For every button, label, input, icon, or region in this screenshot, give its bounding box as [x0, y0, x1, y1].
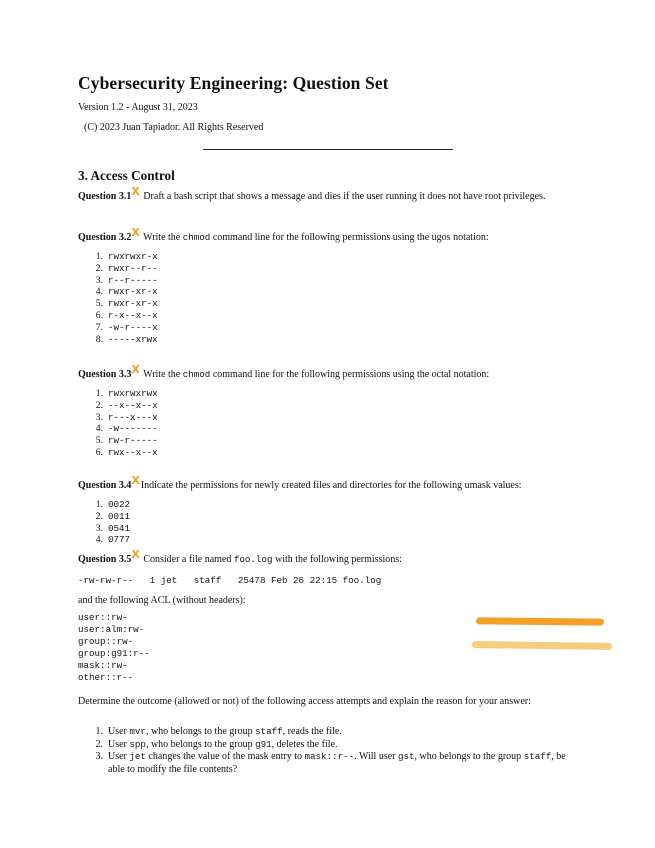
permission-list-3-2: [88, 251, 158, 345]
question-3-2: Question 3.2X Write the chmod command line for the following permissions using the ugos notation:: [78, 225, 489, 243]
list-item: [88, 447, 158, 459]
list-item: [88, 263, 158, 275]
question-text: Consider a file named: [143, 554, 234, 565]
list-item: [88, 726, 578, 739]
attempt-text: User: [108, 751, 130, 762]
list-item: [88, 499, 130, 511]
header-divider: [203, 149, 453, 150]
item-number: 1.: [95, 499, 103, 510]
question-text: Indicate the permissions for newly created files and directories for the following umask values:: [140, 480, 522, 491]
list-item: [88, 298, 158, 310]
item-value: rwx--x--x: [108, 446, 158, 458]
attempt-text: . Will user: [354, 751, 398, 762]
inline-code: chmod: [182, 369, 211, 380]
attempt-text: , who belongs to the group: [414, 751, 524, 762]
attempt-text: , be able to modify the file contents?: [108, 751, 566, 775]
acl-entry: other::r--: [78, 672, 134, 683]
attempt-text: , deletes the file.: [271, 738, 338, 750]
acl-entry: user:alm:rw-: [78, 624, 145, 635]
question-3-4: Question 3.4XIndicate the permissions for newly created files and directories for the following umask values:: [78, 473, 522, 491]
section-title: 3. Access Control: [78, 168, 175, 183]
inline-code: mvr: [129, 726, 146, 737]
item-value: -w-r----x: [108, 321, 158, 333]
list-item: [88, 400, 158, 412]
item-number: 4.: [95, 286, 103, 298]
attempt-text: , reads the file.: [282, 726, 342, 737]
question-text: Write the: [143, 369, 183, 380]
inline-code: gst: [397, 751, 415, 762]
question-text: with the following permissions:: [272, 554, 402, 565]
version-line: Version 1.2 - August 31, 2023: [78, 102, 198, 113]
question-text: Draft a bash script that shows a message and dies if the user running it does not have root privileges.: [143, 191, 546, 202]
question-prompt: Determine the outcome (allowed or not) of the following access attempts and explain the reason for your answer:: [78, 696, 531, 707]
list-item: [88, 310, 158, 322]
highlighter-stroke: [472, 641, 612, 650]
acl-intro: and the following ACL (without headers):: [78, 595, 246, 606]
ls-output-line: -rw-rw-r-- 1 jet staff 25478 Feb 26 22:15 foo.log: [78, 575, 382, 586]
acl-entry: group::rw-: [78, 636, 134, 647]
question-label: Question 3.2: [78, 232, 132, 243]
item-number: 3.: [95, 522, 103, 534]
item-number: 2.: [95, 262, 103, 274]
item-value: -----xrwx: [108, 333, 158, 345]
item-number: 3.: [95, 751, 103, 762]
list-item: [88, 388, 158, 400]
item-value: 0011: [108, 510, 131, 522]
question-label: Question 3.4: [78, 480, 132, 491]
permission-list-3-3: [88, 388, 158, 459]
attempt-text: , who belongs to the group: [145, 726, 256, 737]
inline-code: chmod: [182, 232, 211, 243]
list-item: [88, 511, 130, 523]
copyright-line: (C) 2023 Juan Tapiador. All Rights Reserved: [84, 122, 264, 133]
item-number: 8.: [95, 333, 103, 345]
inline-code: foo.log: [233, 554, 273, 565]
list-item: [88, 523, 130, 535]
item-value: 0777: [108, 534, 131, 546]
list-item: [88, 412, 158, 424]
inline-code: staff: [523, 751, 552, 762]
inline-code: g91: [255, 738, 272, 750]
attempt-text: , who belongs to the group: [145, 738, 256, 750]
item-value: rwxrwxr-x: [108, 251, 158, 262]
question-text: command line for the following permissions using the octal notation:: [210, 369, 490, 380]
question-3-1: Question 3.1X Draft a bash script that shows a message and dies if the user running it does not have root privileges.: [78, 184, 546, 202]
item-value: 0541: [108, 522, 131, 534]
item-number: 4.: [95, 423, 103, 435]
item-value: rwxr-xr-x: [108, 286, 158, 298]
item-number: 5.: [95, 435, 103, 447]
item-number: 4.: [95, 534, 103, 546]
list-item: [88, 751, 578, 776]
list-item: [88, 275, 158, 287]
question-label: Question 3.3: [78, 369, 132, 380]
item-value: r--r-----: [108, 274, 158, 286]
list-item: [88, 286, 158, 298]
list-item: [88, 322, 158, 334]
item-number: 3.: [95, 274, 103, 286]
item-number: 7.: [95, 321, 103, 333]
attempt-text: User: [108, 726, 130, 737]
list-item: [88, 739, 578, 752]
item-number: 5.: [95, 298, 103, 310]
inline-code: mask::r--: [304, 751, 355, 762]
question-text: command line for the following permissions using the ugos notation:: [210, 232, 489, 243]
inline-code: jet: [129, 751, 146, 762]
acl-entries: [78, 612, 150, 684]
item-number: 6.: [95, 446, 103, 458]
attempt-text: User: [108, 738, 130, 750]
item-value: rwxrwxrwx: [108, 388, 158, 399]
question-3-3: Question 3.3X Write the chmod command line for the following permissions using the octal notation:: [78, 362, 490, 380]
umask-list: [88, 499, 130, 546]
item-number: 2.: [95, 399, 103, 411]
list-item: [88, 251, 158, 263]
item-number: 1.: [95, 388, 103, 399]
acl-entry: user::rw-: [78, 612, 128, 623]
list-item: [88, 435, 158, 447]
acl-entry: mask::rw-: [78, 660, 128, 671]
acl-entry: group:g91:r--: [78, 648, 150, 659]
inline-code: spp: [129, 738, 146, 750]
item-number: 1.: [95, 251, 103, 262]
item-number: 3.: [95, 411, 103, 423]
item-number: 6.: [95, 309, 103, 321]
list-item: [88, 334, 158, 346]
item-number: 2.: [95, 738, 103, 750]
question-label: Question 3.1: [78, 191, 132, 202]
item-value: --x--x--x: [108, 399, 158, 411]
list-item: [88, 423, 158, 435]
document-title: Cybersecurity Engineering: Question Set: [78, 73, 389, 93]
item-value: r---x---x: [108, 411, 158, 423]
item-value: 0022: [108, 499, 131, 510]
inline-code: staff: [255, 726, 283, 737]
question-text: Write the: [143, 232, 183, 243]
highlighter-stroke: [476, 617, 604, 625]
item-value: rwxr--r--: [108, 262, 158, 274]
item-value: rwxr-xr-x: [108, 298, 158, 310]
attempt-text: changes the value of the mask entry to: [145, 751, 305, 762]
question-label: Question 3.5: [78, 554, 132, 565]
question-3-5: Question 3.5X Consider a file named foo.log with the following permissions:: [78, 547, 402, 565]
item-value: -w-------: [108, 423, 158, 435]
item-number: 1.: [95, 726, 103, 737]
item-value: r-x--x--x: [108, 309, 158, 321]
list-item: [88, 534, 130, 546]
item-number: 2.: [95, 510, 103, 522]
access-attempts-list: [88, 726, 578, 776]
item-value: rw-r-----: [108, 435, 158, 447]
